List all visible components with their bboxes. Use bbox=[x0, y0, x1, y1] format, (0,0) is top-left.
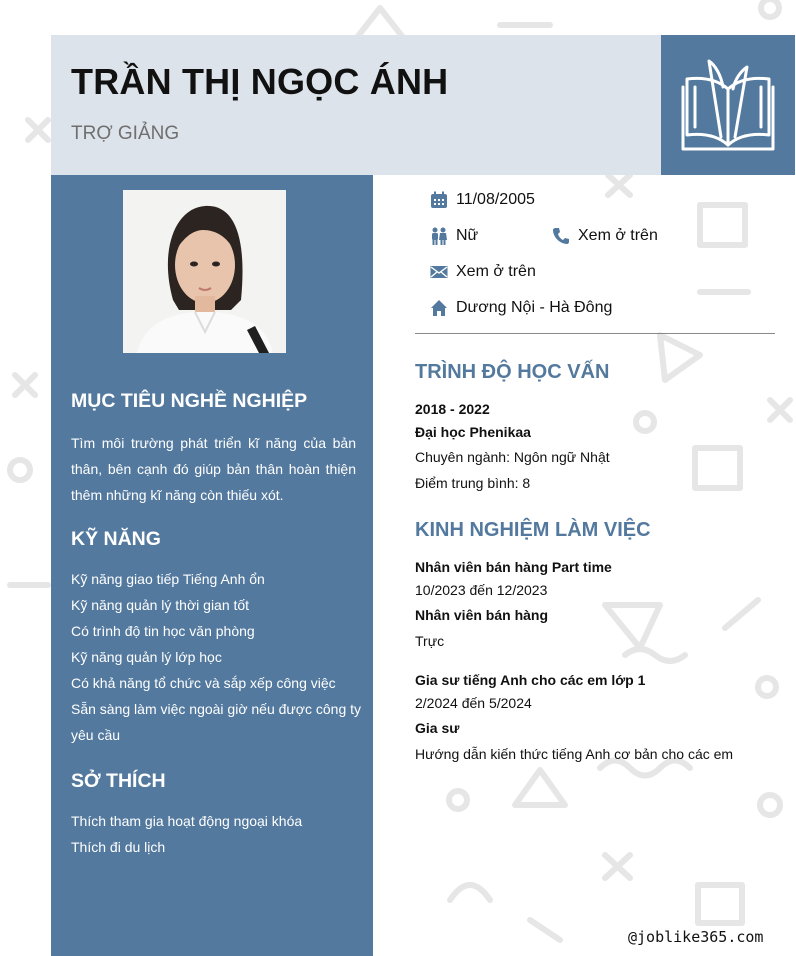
calendar-icon bbox=[430, 191, 448, 209]
book-icon bbox=[681, 57, 775, 153]
experience-heading: KINH NGHIỆM LÀM VIỆC bbox=[415, 519, 651, 541]
home-icon bbox=[430, 299, 448, 317]
address-row bbox=[430, 299, 612, 317]
job-period: 2/2024 đến 5/2024 bbox=[415, 695, 532, 711]
birthday-value: 11/08/2005 bbox=[456, 191, 535, 208]
phone-icon bbox=[552, 227, 570, 245]
candidate-name: TRẦN THỊ NGỌC ÁNH bbox=[71, 61, 449, 102]
birthday-row bbox=[430, 191, 535, 209]
skill-item: Kỹ năng giao tiếp Tiếng Anh ổn bbox=[71, 571, 265, 587]
job-period: 10/2023 đến 12/2023 bbox=[415, 582, 548, 598]
header bbox=[51, 35, 661, 175]
skill-item: Kỹ năng quản lý thời gian tốt bbox=[71, 597, 250, 613]
skill-item: Kỹ năng quản lý lớp học bbox=[71, 649, 222, 665]
skill-item: yêu cầu bbox=[71, 727, 121, 743]
profile-photo bbox=[123, 190, 286, 353]
gender-value: Nữ bbox=[456, 227, 479, 244]
education-major: Chuyên ngành: Ngôn ngữ Nhật bbox=[415, 449, 610, 465]
job-company: Gia sư tiếng Anh cho các em lớp 1 bbox=[415, 672, 646, 688]
phone-row bbox=[552, 227, 658, 245]
watermark: @joblike365.com bbox=[628, 928, 764, 946]
objective-heading: MỤC TIÊU NGHỀ NGHIỆP bbox=[71, 390, 308, 412]
skills-list bbox=[71, 566, 361, 748]
hobbies-list bbox=[71, 808, 361, 860]
gender-row bbox=[430, 227, 478, 245]
hobbies-heading: SỞ THÍCH bbox=[71, 770, 166, 792]
objective-text: Tìm môi trường phát triển kĩ năng của bản thân, bên cạnh đó giúp bản thân hoàn thiện thêm những kĩ năng còn thiếu xót. bbox=[71, 435, 356, 503]
skill-item: Có trình độ tin học văn phòng bbox=[71, 623, 255, 639]
gender-icon bbox=[430, 227, 448, 245]
education-gpa: Điểm trung bình: 8 bbox=[415, 475, 531, 491]
email-icon bbox=[430, 263, 448, 281]
sidebar bbox=[51, 175, 373, 956]
skill-item: Sẵn sàng làm việc ngoài giờ nếu được công ty bbox=[71, 701, 362, 717]
address-value: Dương Nội - Hà Đông bbox=[456, 299, 613, 316]
book-icon-box bbox=[661, 35, 795, 175]
hobby-item: Thích đi du lịch bbox=[71, 839, 166, 855]
hobby-item: Thích tham gia hoạt động ngoại khóa bbox=[71, 813, 303, 829]
job-description: Hướng dẫn kiến thức tiếng Anh cơ bản cho các em bbox=[415, 746, 734, 762]
job-title: TRỢ GIẢNG bbox=[71, 123, 180, 144]
email-row bbox=[430, 263, 536, 281]
education-school: Đại học Phenikaa bbox=[415, 424, 531, 440]
skills-heading: KỸ NĂNG bbox=[71, 528, 161, 550]
avatar bbox=[123, 190, 286, 353]
job-role: Gia sư bbox=[415, 720, 460, 736]
skill-item: Có khả năng tổ chức và sắp xếp công việc bbox=[71, 675, 336, 691]
education-heading: TRÌNH ĐỘ HỌC VẤN bbox=[415, 361, 610, 383]
email-value[interactable]: Xem ở trên bbox=[456, 263, 536, 280]
education-period: 2018 - 2022 bbox=[415, 401, 490, 417]
job-company: Nhân viên bán hàng Part time bbox=[415, 559, 612, 575]
job-description: Trực bbox=[415, 633, 445, 649]
contact-divider bbox=[415, 333, 775, 334]
job-role: Nhân viên bán hàng bbox=[415, 607, 549, 623]
phone-value[interactable]: Xem ở trên bbox=[578, 227, 658, 244]
